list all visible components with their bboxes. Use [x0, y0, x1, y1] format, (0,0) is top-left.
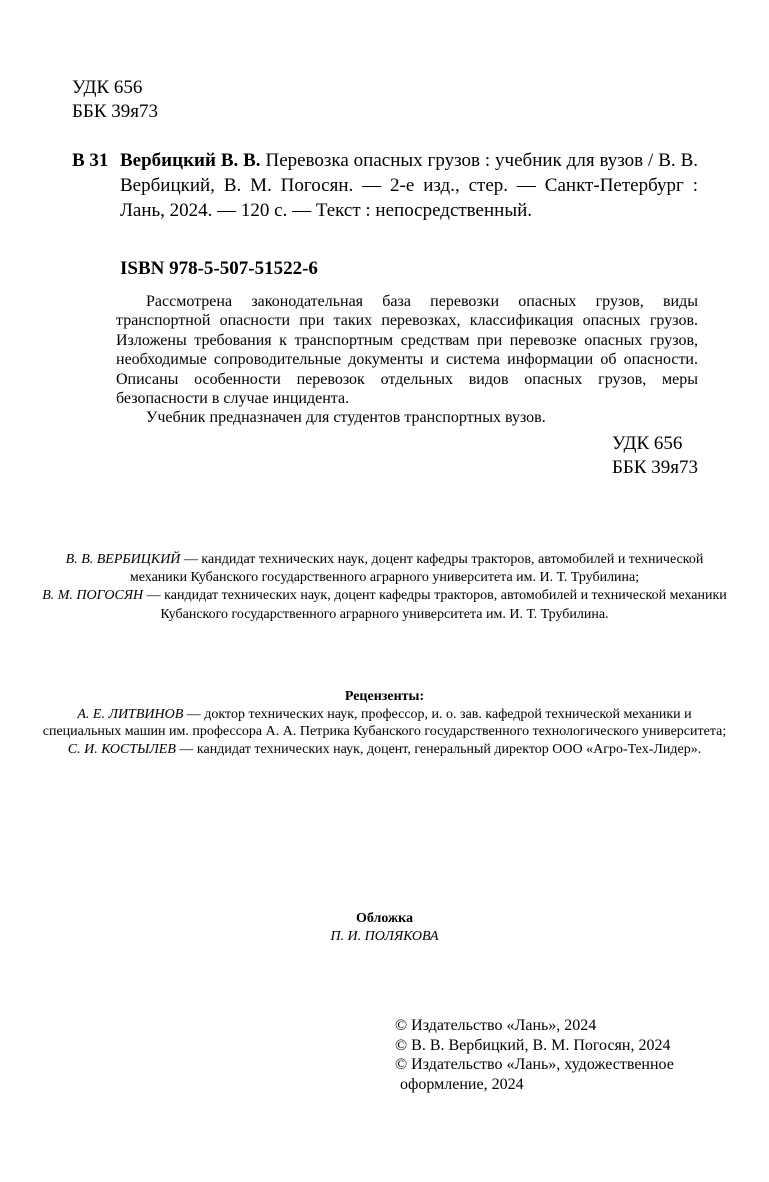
bbk-code-top: ББК 39я73: [72, 101, 158, 122]
bibliographic-description: [120, 148, 698, 223]
author-item: [40, 551, 729, 587]
book-description: Перевозка опасных грузов : учебник для вузов / В. В. Вербицкий, В. М. Погосян. — 2-е изд., стер. — Санкт-Петербург : Лань, 2024. — 120 с. — Текст : непосредственный.: [120, 150, 698, 221]
bbk-code-bottom: ББК 39я73: [612, 457, 698, 478]
cover-credit: [40, 910, 729, 945]
reviewer-name: С. И. КОСТЫЛЕВ: [67, 741, 176, 757]
reviewer-details: — кандидат технических наук, доцент, генеральный директор ООО «Агро-Тех-Лидер».: [175, 741, 702, 757]
copyright-line: © В. В. Вербицкий, В. М. Погосян, 2024: [395, 1036, 671, 1054]
abstract-paragraph: Рассмотрена законодательная база перевозки опасных грузов, виды транспортной опасности при таких перевозках, классификация опасных грузов. Изложены требования к транспортным средствам при перевозке опасных грузов, необходимые сопроводительные документы и система информации об опасности. Описаны особенности перевозок отдельных видов опасных грузов, меры безопасности в случае инцидента.: [116, 293, 698, 408]
author-mark: В 31: [72, 150, 109, 171]
reviewers-heading: Рецензенты:: [344, 689, 425, 704]
authors-info: [40, 551, 729, 624]
catalog-entry: [72, 148, 698, 223]
reviewer-item: [40, 741, 729, 759]
author-details: — кандидат технических наук, доцент кафедры тракторов, автомобилей и технической механики Кубанского государственного аграрного университета им. И. Т. Трубилина.: [143, 588, 727, 622]
classification-top: [72, 76, 158, 124]
author-name: В. М. ПОГОСЯН: [42, 588, 144, 604]
reviewers: [40, 688, 729, 758]
copyright-line: © Издательство «Лань», 2024: [395, 1017, 597, 1034]
reviewer-details: — доктор технических наук, профессор, и. о. зав. кафедрой технической механики и специальных машин им. профессора А. А. Петрика Кубанского государственного технологического университета;: [42, 706, 727, 740]
author-details: — кандидат технических наук, доцент кафедры тракторов, автомобилей и технической механики Кубанского государственного аграрного университета им. И. Т. Трубилина;: [129, 552, 704, 586]
udk-code-top: УДК 656: [72, 77, 143, 98]
cover-designer: П. И. ПОЛЯКОВА: [330, 928, 439, 944]
author-name: В. В. ВЕРБИЦКИЙ: [65, 552, 181, 567]
abstract: [116, 292, 698, 428]
author-heading: Вербицкий В. В.: [120, 150, 261, 171]
copyright-line: © Издательство «Лань», художественное: [395, 1056, 674, 1073]
copyright-line: оформление, 2024: [400, 1075, 524, 1093]
cover-heading: Обложка: [355, 911, 414, 926]
reviewer-item: [40, 706, 729, 741]
reviewer-name: А. Е. ЛИТВИНОВ: [77, 706, 184, 722]
author-item: [40, 587, 729, 623]
copyright-notices: [395, 1016, 674, 1094]
udk-code-bottom: УДК 656: [612, 433, 683, 454]
classification-bottom: [612, 432, 698, 480]
abstract-paragraph: Учебник предназначен для студентов транспортных вузов.: [146, 409, 546, 427]
isbn: ISBN 978-5-507-51522-6: [120, 258, 318, 279]
